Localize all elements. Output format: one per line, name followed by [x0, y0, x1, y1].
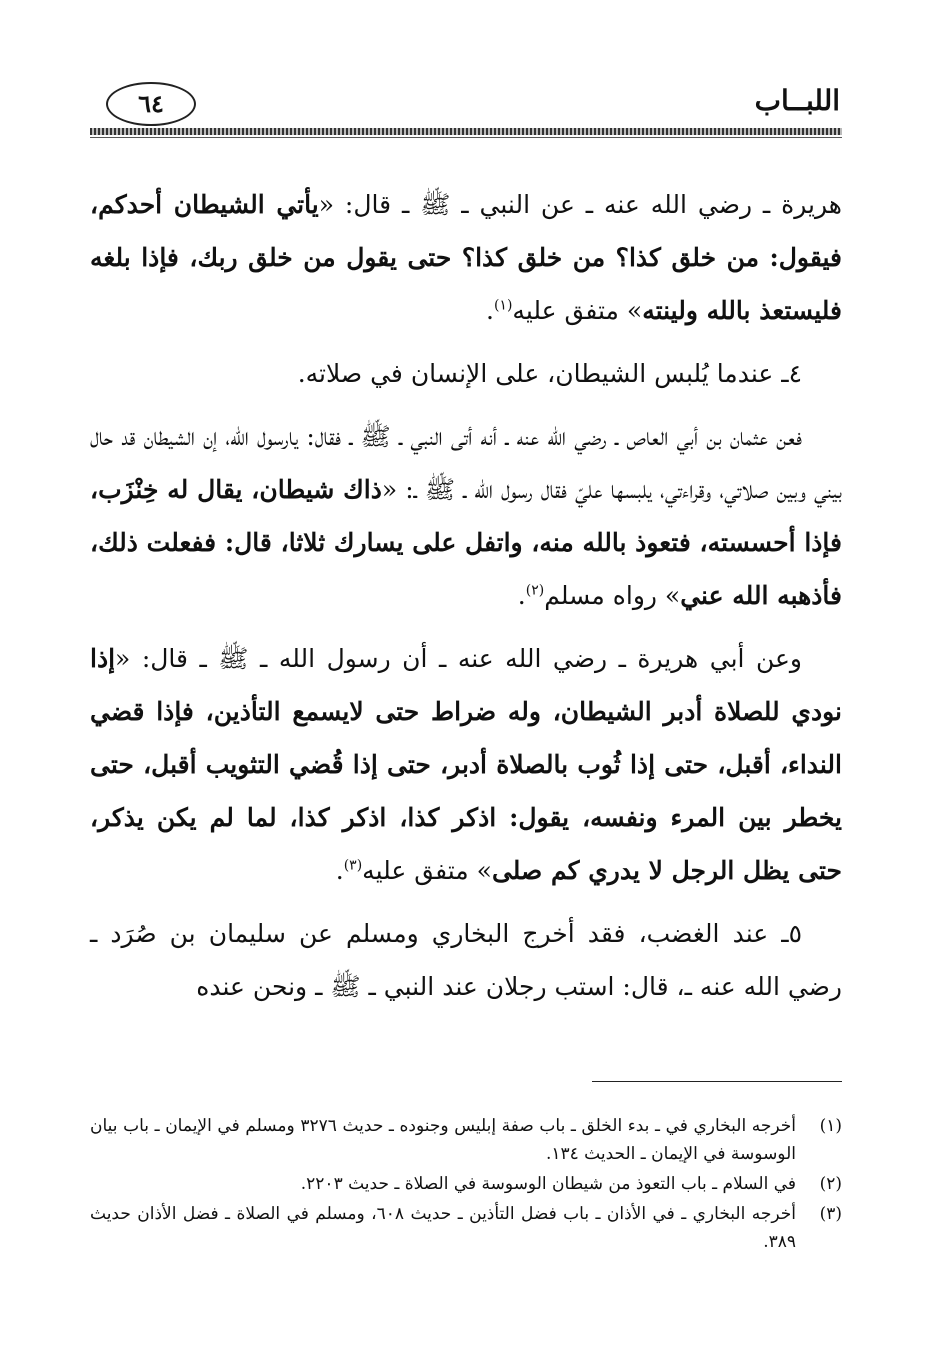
- book-title: اللبــاب: [754, 84, 840, 117]
- page-header: [90, 82, 840, 128]
- footnote-number: (٢): [819, 1174, 842, 1194]
- paragraph-5: ٥ـ عند الغضب، فقد أخرج البخاري ومسلم عن سليمان بن صُرَد ـ رضي الله عنه ـ، قال: استب رجلان عند النبي ـ ﷺ ـ ونحن عنده: [90, 919, 842, 1001]
- paragraph-2: ٤ـ عندما يُلبس الشيطان، على الإنسان في صلاته.: [297, 359, 802, 388]
- text-span: .: [486, 296, 494, 325]
- footnotes: [90, 1112, 842, 1258]
- text-span: هريرة ـ رضي الله عنه ـ عن النبي ـ ﷺ ـ قال: «: [318, 190, 842, 219]
- footnote-number: (١): [819, 1116, 842, 1136]
- footnote-3: [90, 1200, 842, 1256]
- header-rule-line: [90, 137, 842, 138]
- hadith-text: إذا نودي للصلاة أدبر الشيطان، وله ضراط حتى لايسمع التأذين، فإذا قضي النداء، أقبل، حتى إذا ثُوب بالصلاة أدبر، حتى إذا قُضي التثويب أقبل، حتى يخطر بين المرء ونفسه، يقول: اذكر كذا، اذكر كذا، لما لم يكن يذكر، حتى يظل الرجل لا يدري كم صلى: [90, 644, 842, 885]
- paragraph-4: [90, 632, 842, 897]
- paragraph-1: [90, 178, 842, 337]
- footnote-ref: (١): [493, 297, 513, 314]
- text-span: » متفق عليه: [512, 296, 643, 325]
- header-rule: [90, 128, 842, 135]
- page-number: ٦٤: [106, 82, 196, 126]
- footnote-separator: [592, 1081, 842, 1082]
- footnote-ref: (٢): [525, 582, 545, 599]
- main-text: [90, 178, 842, 1058]
- hadith-text: يأتي الشيطان أحدكم، فيقول: من خلق كذا؟ من خلق كذا؟ حتى يقول من خلق ربك، فإذا بلغه فليستعذ بالله ولينته: [90, 190, 842, 325]
- text-span: » متفق عليه: [362, 856, 492, 885]
- text-span: .: [517, 581, 526, 610]
- hadith-text: ذاك شيطان، يقال له خِنْزَب، فإذا أحسسته، فتعوذ بالله منه، واتفل على يسارك ثلاثا، قال: ففعلت ذلك، فأذهبه الله عني: [90, 475, 842, 610]
- footnote-ref: (٣): [343, 857, 363, 874]
- text-span: وعن أبي هريرة ـ رضي الله عنه ـ أن رسول الله ـ ﷺ ـ قال: «: [115, 644, 802, 673]
- footnote-number: (٣): [819, 1204, 842, 1224]
- text-span: فعن عثمان بن أبي العاص ـ رضي الله عنه ـ أنه أتى النبي ـ ﷺ ـ فقال: يارسول الله، إن الشيطان قد حال بيني وبين صلاتي، وقراءتي، يلبسها عليّ فقال رسول الله ـ ﷺ ـ: «: [90, 422, 842, 504]
- footnote-text: في السلام ـ باب التعوذ من شيطان الوسوسة في الصلاة ـ حديث ٢٢٠٣.: [300, 1174, 796, 1194]
- footnote-text: أخرجه البخاري ـ في الأذان ـ باب فضل التأذين ـ حديث ٦٠٨، ومسلم في الصلاة ـ فضل الأذان حديث ٣٨٩.: [90, 1204, 796, 1252]
- paragraph-3: [90, 410, 842, 622]
- text-span: » رواه مسلم: [544, 581, 681, 610]
- footnote-1: [90, 1112, 842, 1168]
- footnote-2: [90, 1170, 842, 1198]
- footnote-text: أخرجه البخاري في ـ بدء الخلق ـ باب صفة إبليس وجنوده ـ حديث ٣٢٧٦ ومسلم في الإيمان ـ باب بيان الوسوسة في الإيمان ـ الحديث ١٣٤.: [90, 1116, 796, 1164]
- text-span: .: [335, 856, 344, 885]
